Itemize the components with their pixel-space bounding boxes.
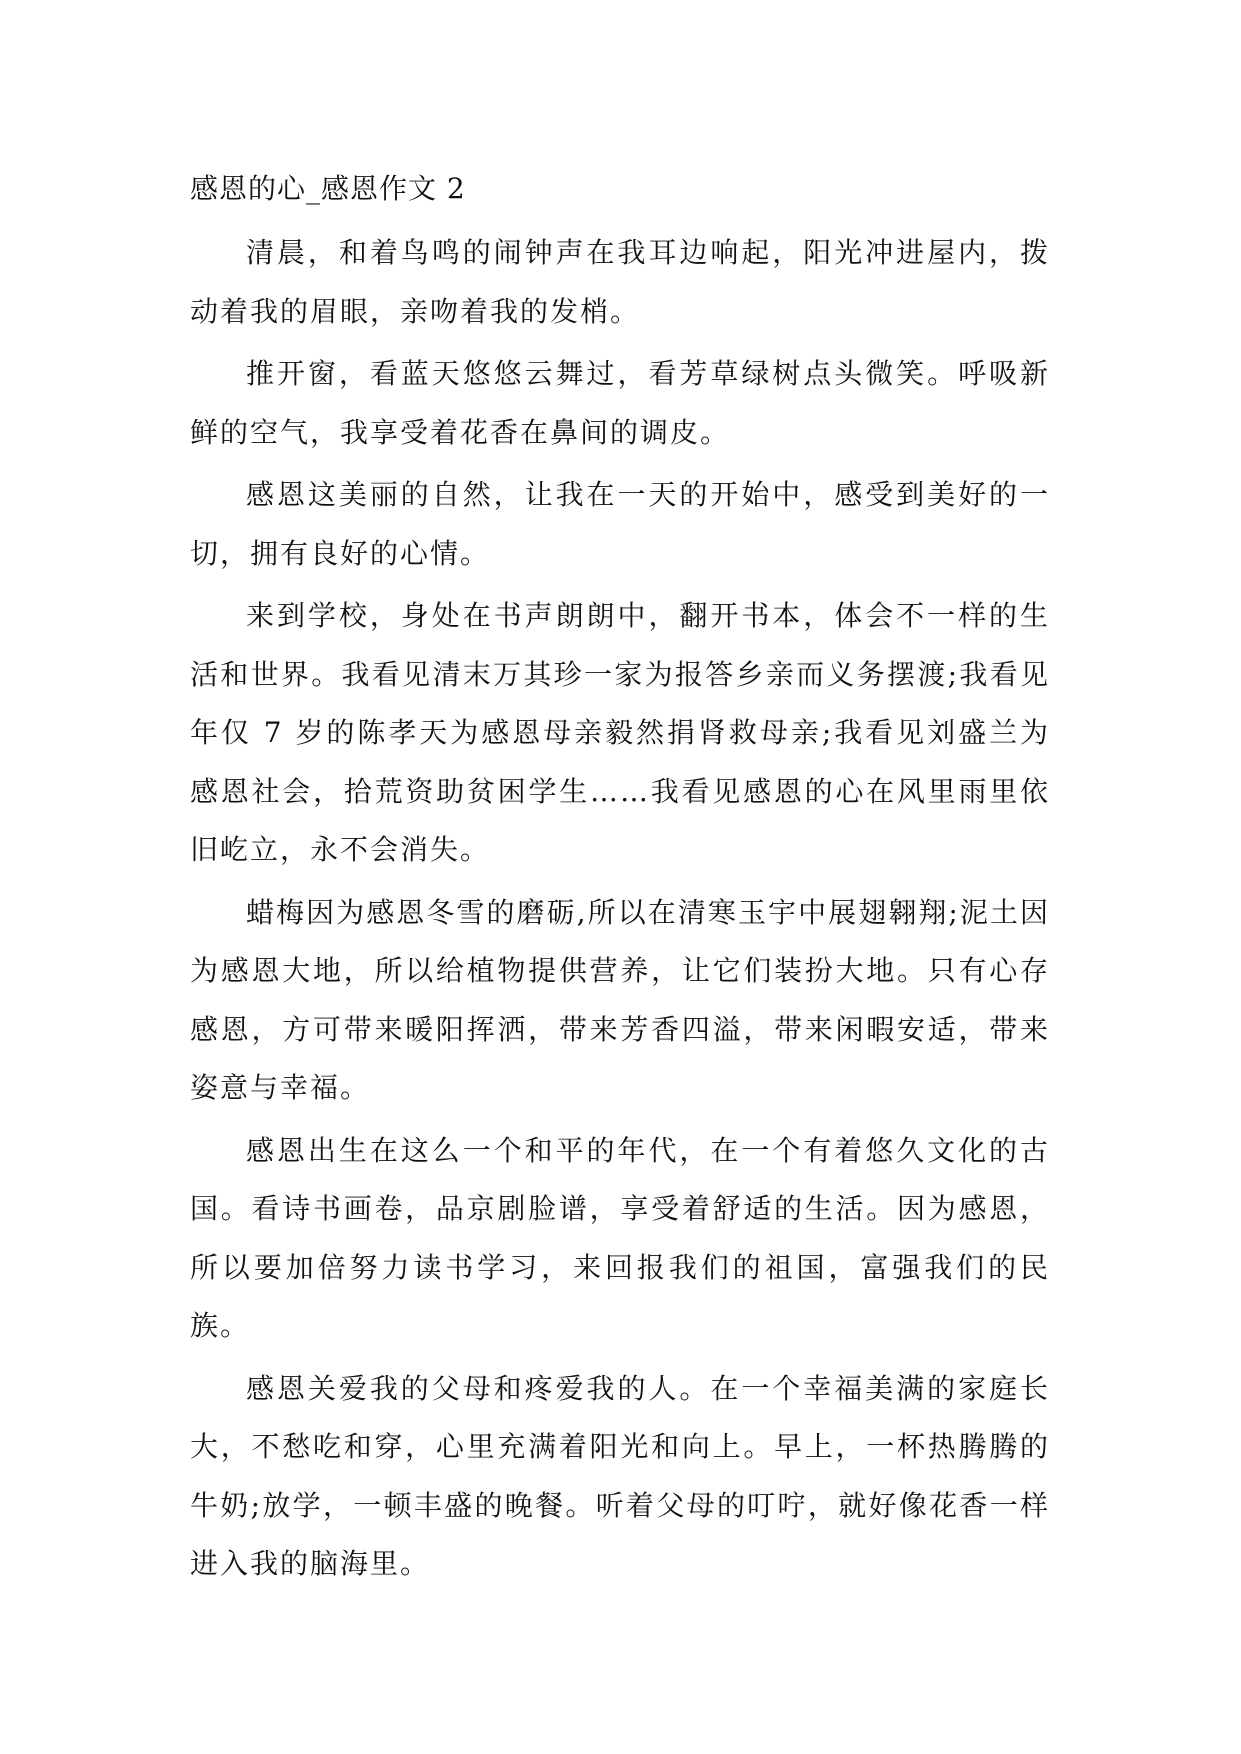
paragraph-3: 感恩这美丽的自然，让我在一天的开始中，感受到美好的一切，拥有良好的心情。 <box>190 478 1050 570</box>
document-page <box>190 160 1050 1598</box>
paragraph-1: 清晨，和着鸟鸣的闹钟声在我耳边响起，阳光冲进屋内，拨动着我的眉眼，亲吻着我的发梢。 <box>190 236 1050 328</box>
paragraph-7: 感恩关爱我的父母和疼爱我的人。在一个幸福美满的家庭长大，不愁吃和穿，心里充满着阳光和向上。早上，一杯热腾腾的牛奶;放学，一顿丰盛的晚餐。听着父母的叮咛，就好像花香一样进入我的脑海里。 <box>190 1371 1050 1580</box>
paragraph-4: 来到学校，身处在书声朗朗中，翻开书本，体会不一样的生活和世界。我看见清末万其珍一家为报答乡亲而义务摆渡;我看见年仅 7 岁的陈孝天为感恩母亲毅然捐肾救母亲;我看见刘盛兰为感恩社会，拾荒资助贫困学生……我看见感恩的心在风里雨里依旧屹立，永不会消失。 <box>190 599 1050 866</box>
paragraph-2: 推开窗，看蓝天悠悠云舞过，看芳草绿树点头微笑。呼吸新鲜的空气，我享受着花香在鼻间的调皮。 <box>190 357 1050 449</box>
document-title: 感恩的心_感恩作文 2 <box>190 172 466 205</box>
paragraph-5: 蜡梅因为感恩冬雪的磨砺,所以在清寒玉宇中展翅翱翔;泥土因为感恩大地，所以给植物提供营养，让它们装扮大地。只有心存感恩，方可带来暖阳挥洒，带来芳香四溢，带来闲暇安适，带来姿意与幸福。 <box>190 895 1050 1104</box>
paragraph-6: 感恩出生在这么一个和平的年代，在一个有着悠久文化的古国。看诗书画卷，品京剧脸谱，享受着舒适的生活。因为感恩，所以要加倍努力读书学习，来回报我们的祖国，富强我们的民族。 <box>190 1133 1050 1342</box>
